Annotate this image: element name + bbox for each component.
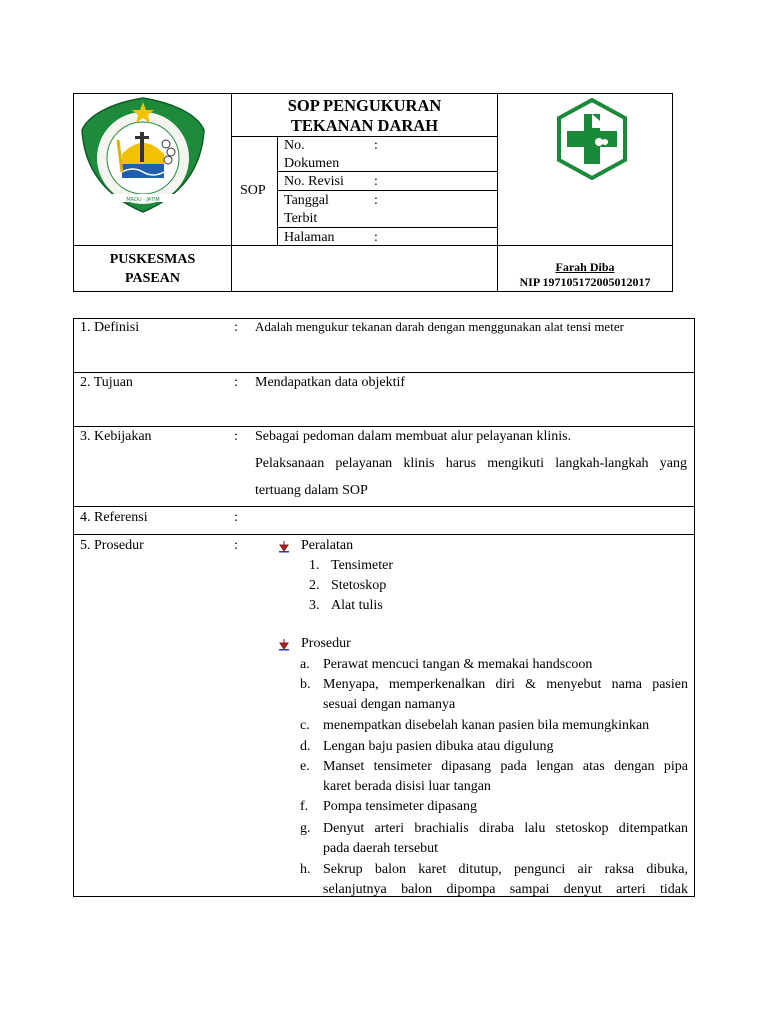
puskesmas-cross-icon [556, 98, 628, 180]
section-label-definisi: 1. Definisi [80, 320, 140, 335]
field-sep: : [374, 138, 378, 153]
step-letter: g. [300, 821, 311, 836]
step-letter: a. [300, 657, 310, 672]
list-item [309, 577, 387, 595]
kebijakan-line-3: tertuang dalam SOP [255, 483, 368, 498]
field-sep: : [374, 193, 378, 208]
kebijakan-line-1: Sebagai pedoman dalam membuat alur pelayanan klinis. [255, 429, 572, 444]
step-letter: d. [300, 739, 311, 754]
peralatan-title: Peralatan [301, 538, 354, 553]
section-label-tujuan: 2. Tujuan [80, 375, 133, 390]
facility-line-2: PASEAN [125, 271, 180, 286]
step-text: Lengan baju pasien dibuka atau digulung [323, 739, 554, 754]
step-text: Manset tensimeter dipasang pada lengan atas dengan pipa [323, 759, 688, 774]
step-letter: b. [300, 677, 311, 692]
section-sep: : [234, 320, 238, 335]
step-text: Menyapa, memperkenalkan diri & menyebut nama pasien [323, 677, 688, 692]
definisi-text: Adalah mengukur tekanan darah dengan menggunakan alat tensi meter [255, 319, 624, 334]
facility-line-1: PUSKESMAS [109, 252, 196, 267]
document-title [232, 96, 497, 136]
step-text-cont: sesuai dengan namanya [323, 697, 456, 712]
signer-nip: NIP 197105172005012017 [519, 275, 651, 289]
list-num: 3. [309, 598, 320, 613]
section-sep: : [234, 429, 238, 444]
list-text: Stetoskop [331, 578, 387, 593]
field-no-revisi [284, 173, 494, 191]
facility-name [74, 250, 231, 288]
signer-name: Farah Diba [555, 260, 615, 274]
regency-emblem-icon [78, 94, 208, 216]
field-label: No. [284, 138, 305, 153]
field-label-cont: Terbit [284, 211, 318, 226]
list-text: Alat tulis [331, 598, 383, 613]
field-label: No. Revisi [284, 174, 344, 189]
step-text: Perawat mencuci tangan & memakai handscoon [323, 657, 593, 672]
list-num: 1. [309, 558, 320, 573]
field-no-dokumen [284, 137, 494, 173]
title-line-2: TEKANAN DARAH [290, 116, 439, 135]
step-text-cont: karet berada disisi luar tangan [323, 779, 491, 794]
list-text: Tensimeter [331, 558, 393, 573]
step-text: Sekrup balon karet ditutup, pengunci air raksa dibuka, [323, 862, 688, 877]
section-sep: : [234, 375, 238, 390]
field-label-cont: Dokumen [284, 156, 340, 171]
svg-text:MADU · JATIM: MADU · JATIM [126, 197, 160, 203]
tujuan-text: Mendapatkan data objektif [255, 375, 406, 390]
list-item [309, 597, 383, 615]
title-line-1: SOP PENGUKURAN [287, 96, 442, 115]
kebijakan-line-2: Pelaksanaan pelayanan klinis harus mengikuti langkah-langkah yang [255, 456, 687, 471]
step-letter: h. [300, 862, 311, 877]
list-num: 2. [309, 578, 320, 593]
field-label: Halaman [284, 230, 335, 245]
field-sep: : [374, 230, 378, 245]
section-label-referensi: 4. Referensi [80, 510, 148, 525]
bullet-arrow-icon [278, 638, 290, 656]
bullet-arrow-icon [278, 540, 290, 558]
step-text: Denyut arteri brachialis diraba lalu stetoskop ditempatkan [323, 821, 688, 836]
step-text: menempatkan disebelah kanan pasien bila memungkinkan [323, 718, 650, 733]
sop-label: SOP [240, 183, 266, 198]
field-sep: : [374, 174, 378, 189]
section-sep: : [234, 538, 238, 553]
step-letter: e. [300, 759, 310, 774]
section-label-kebijakan: 3. Kebijakan [80, 429, 152, 444]
field-label: Tanggal [284, 193, 329, 208]
step-letter: c. [300, 718, 310, 733]
step-letter: f. [300, 799, 309, 814]
prosedur-title: Prosedur [301, 636, 351, 651]
step-text-cont: selanjutnya balon dipompa sampai denyut arteri tidak [323, 882, 688, 896]
section-sep: : [234, 510, 238, 525]
step-text: Pompa tensimeter dipasang [323, 799, 477, 814]
field-halaman [284, 229, 494, 247]
step-text-cont: pada daerah tersebut [323, 841, 439, 856]
field-tanggal-terbit [284, 192, 494, 228]
signer-block [498, 260, 672, 290]
list-item [309, 557, 393, 575]
section-label-prosedur: 5. Prosedur [80, 538, 144, 553]
